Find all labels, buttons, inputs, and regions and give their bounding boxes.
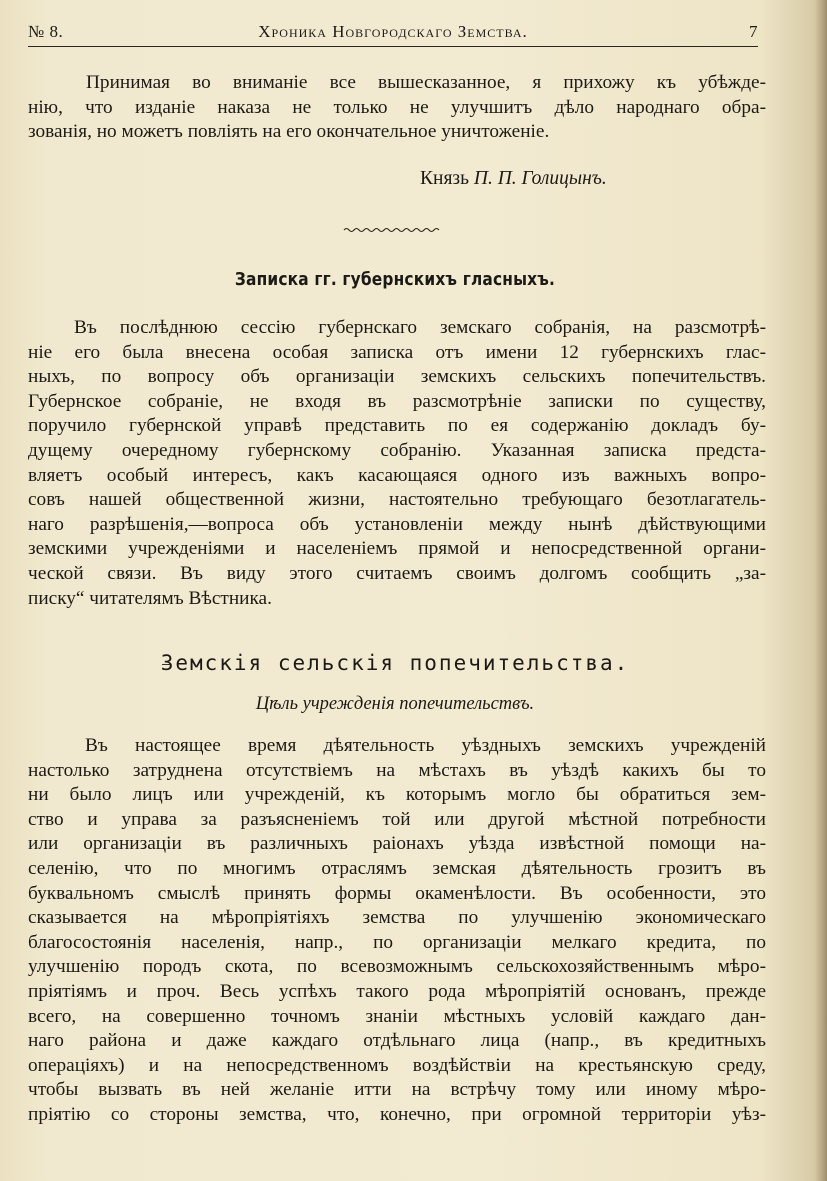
- signature-prefix: Князь: [420, 168, 470, 189]
- text-line: вляетъ особый интересъ, какъ касающаяся одного изъ важныхъ вопро-: [28, 464, 766, 486]
- journal-title: Хроника Новгородскаго Земства.: [258, 22, 528, 41]
- text-line: или организаціи въ различныхъ раіонахъ уѣзда извѣстной помощи на-: [28, 833, 766, 855]
- text-line: зованія, но можетъ повліять на его окончательное уничтоженіе.: [28, 121, 550, 143]
- text-line: писку“ читателямъ Вѣстника.: [28, 587, 272, 609]
- text-line: дущему очередному губернскому собранію. Указанная записка предста-: [28, 439, 766, 461]
- body-paragraph: [28, 734, 766, 1128]
- text-line: ни было лицъ или учрежденій, къ которымъ могло бы обратиться зем-: [28, 784, 766, 806]
- section-heading: Земскія сельскія попечительства.: [160, 651, 630, 675]
- text-line: нію, что изданіе наказа не только не улучшитъ дѣло народнаго обра-: [28, 96, 766, 118]
- note-paragraph: [28, 316, 766, 611]
- header-rule: [28, 46, 758, 47]
- text-line: наго района и даже каждаго отдѣльнаго лица (напр., въ кредитныхъ: [28, 1030, 766, 1052]
- signature: [420, 168, 607, 190]
- text-line: Въ настоящее время дѣятельность уѣздныхъ земскихъ учрежденій: [85, 735, 766, 756]
- section-subheading: Цѣль учрежденія попечительствъ.: [255, 694, 535, 714]
- running-header: [28, 22, 758, 48]
- text-line: ческой связи. Въ виду этого считаемъ своимъ долгомъ сообщить „за-: [28, 562, 766, 584]
- text-line: чтобы вызвать въ ней желаніе итти на встрѣчу тому или иному мѣро-: [28, 1079, 766, 1101]
- text-line: ство и управа за разъясненіемъ той или другой мѣстной потребности: [28, 808, 766, 830]
- text-line: земскими учрежденіями и населеніемъ прямой и непосредственной органи-: [28, 538, 766, 560]
- text-line: ніе его была внесена особая записка отъ имени 12 губернскихъ глас-: [28, 341, 766, 363]
- text-line: Принимая во вниманіе все вышесказанное, я прихожу къ убѣжде-: [86, 72, 766, 93]
- text-line: Губернское собраніе, не входя въ разсмотрѣніе записки по существу,: [28, 390, 766, 412]
- text-line: Въ послѣднюю сессію губернскаго земскаго собранія, на разсмотрѣ-: [74, 317, 766, 338]
- text-line: операціяхъ) и на непосредственномъ воздѣйствіи на крестьянскую среду,: [28, 1054, 766, 1076]
- text-line: поручило губернской управѣ представить по ея содержанію докладъ бу-: [28, 415, 766, 437]
- section-divider-ornament: [342, 224, 442, 236]
- page-number: 7: [749, 22, 758, 41]
- note-title: Записка гг. губернскихъ гласныхъ.: [234, 270, 556, 290]
- intro-paragraph: [28, 71, 766, 145]
- text-line: пріятіямъ и проч. Весь успѣхъ такого рода мѣропріятій основанъ, прежде: [28, 980, 766, 1002]
- text-line: улучшенію породъ скота, по всевозможнымъ сельскохозяйственнымъ мѣро-: [28, 956, 766, 978]
- page-edge-shadow: [815, 0, 827, 1181]
- text-line: всего, на совершенно точномъ знаніи мѣстныхъ условій каждаго дан-: [28, 1005, 766, 1027]
- text-line: совъ нашей общественной жизни, настоятельно требующаго безотлагатель-: [28, 489, 766, 511]
- text-line: буквальномъ смыслѣ принять формы окаменѣлости. Въ особенности, это: [28, 882, 766, 904]
- signature-name: П. П. Голицынъ.: [473, 168, 607, 189]
- text-line: пріятію со стороны земства, что, конечно, при огромной территоріи уѣз-: [28, 1103, 766, 1125]
- text-line: селенію, что по многимъ отраслямъ земская дѣятельность грозитъ въ: [28, 857, 766, 879]
- issue-number: № 8.: [28, 22, 64, 41]
- text-line: настолько затруднена отсутствіемъ на мѣстахъ въ уѣздѣ какихъ бы то: [28, 759, 766, 781]
- text-line: благосостоянія населенія, напр., по организаціи мелкаго кредита, по: [28, 931, 766, 953]
- text-line: наго разрѣшенія,—вопроса объ установленіи между нынѣ дѣйствующими: [28, 513, 766, 535]
- text-line: сказывается на мѣропріятіяхъ земства по улучшенію экономическаго: [28, 907, 766, 929]
- text-line: ныхъ, по вопросу объ организаціи земскихъ сельскихъ попечительствъ.: [28, 366, 766, 388]
